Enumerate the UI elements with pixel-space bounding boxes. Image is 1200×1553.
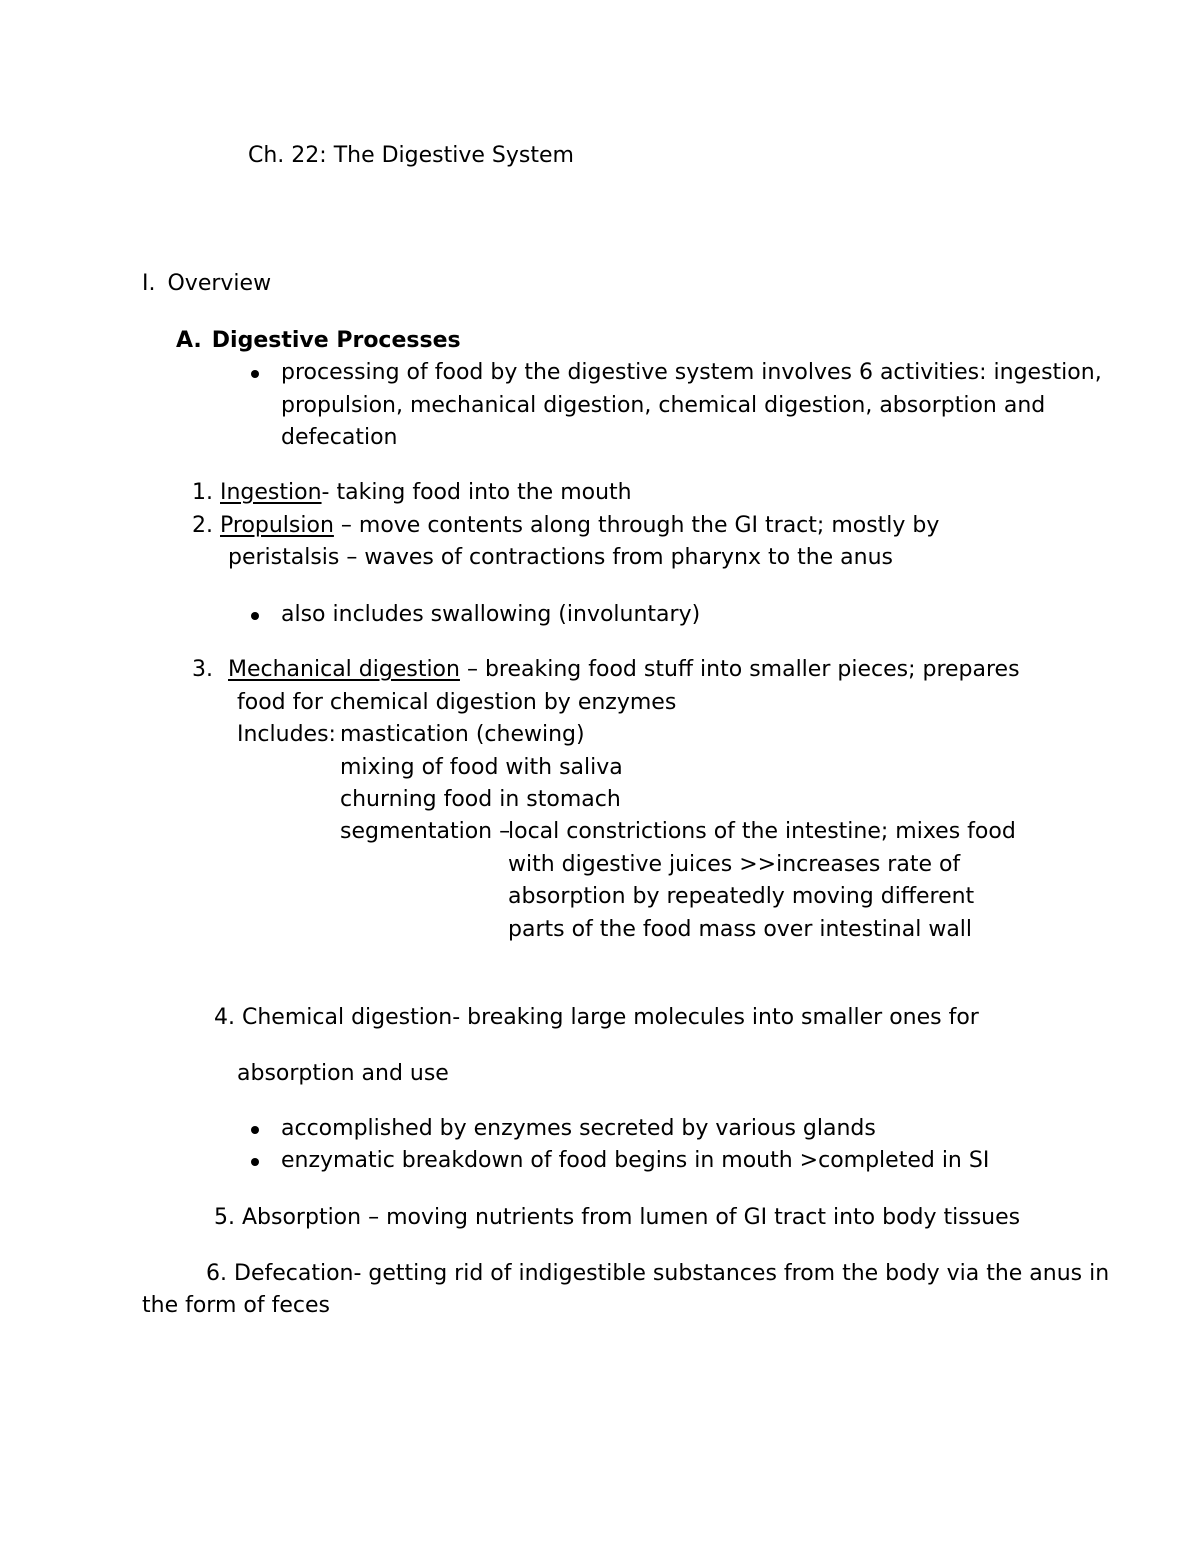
item-text: Absorption – moving nutrients from lumen of GI tract into body tissues (242, 1205, 1021, 1230)
list-item-propulsion (192, 510, 939, 542)
propulsion-bullet: also includes swallowing (involuntary) (281, 602, 701, 627)
segmentation-line: parts of the food mass over intestinal wall (508, 917, 973, 942)
item-number: 5. (214, 1205, 235, 1230)
item-number: 6. (206, 1261, 227, 1286)
document-title: Ch. 22: The Digestive System (248, 143, 574, 168)
segmentation-term: segmentation – (340, 819, 511, 844)
bullet-icon (251, 1126, 259, 1134)
intro-bullet-line-1: processing of food by the digestive system involves 6 activities: ingestion, (281, 360, 1102, 385)
list-item-mechanical-digestion (192, 654, 1020, 686)
includes-label: Includes: (237, 722, 336, 747)
item-term: Ingestion (220, 480, 322, 505)
chemical-bullet: accomplished by enzymes secreted by various glands (281, 1116, 876, 1141)
section-numeral: I. (142, 271, 156, 296)
item-text: – breaking food stuff into smaller pieces; prepares (459, 657, 1020, 682)
chemical-continuation: absorption and use (237, 1061, 449, 1086)
includes-item: mastication (chewing) (340, 722, 585, 747)
item-number: 1. (192, 480, 213, 505)
bullet-icon (251, 612, 259, 620)
item-text: - taking food into the mouth (321, 480, 632, 505)
includes-item: churning food in stomach (340, 787, 621, 812)
segmentation-line: local constrictions of the intestine; mixes food (508, 819, 1016, 844)
list-item-defecation (206, 1258, 1109, 1290)
list-item-ingestion (192, 477, 632, 509)
defecation-continuation: the form of feces (142, 1293, 330, 1318)
section-heading-text: Overview (167, 271, 272, 296)
item-term: Propulsion (220, 513, 334, 538)
subsection-heading-text: Digestive Processes (211, 328, 461, 353)
list-item-chemical-digestion (214, 1002, 979, 1034)
bullet-icon (251, 1158, 259, 1166)
subsection-heading (176, 325, 461, 357)
item-number: 2. (192, 513, 213, 538)
section-heading (142, 268, 271, 300)
segmentation-line: absorption by repeatedly moving different (508, 884, 975, 909)
list-item-absorption (214, 1202, 1020, 1234)
item-number: 3. (192, 657, 213, 682)
includes-item: mixing of food with saliva (340, 755, 623, 780)
item-text: – move contents along through the GI tract; mostly by (333, 513, 940, 538)
chemical-bullet: enzymatic breakdown of food begins in mouth >completed in SI (281, 1148, 990, 1173)
mechanical-continuation: food for chemical digestion by enzymes (237, 690, 677, 715)
item-text: Chemical digestion- breaking large molecules into smaller ones for (242, 1005, 979, 1030)
subsection-letter: A. (176, 328, 202, 353)
intro-bullet-line-3: defecation (281, 425, 398, 450)
bullet-icon (251, 370, 259, 378)
intro-bullet-line-2: propulsion, mechanical digestion, chemical digestion, absorption and (281, 393, 1046, 418)
item-number: 4. (214, 1005, 235, 1030)
item-term: Mechanical digestion (228, 657, 460, 682)
segmentation-line: with digestive juices >>increases rate of (508, 852, 961, 877)
item-text: Defecation- getting rid of indigestible substances from the body via the anus in (234, 1261, 1110, 1286)
propulsion-continuation: peristalsis – waves of contractions from pharynx to the anus (228, 545, 893, 570)
